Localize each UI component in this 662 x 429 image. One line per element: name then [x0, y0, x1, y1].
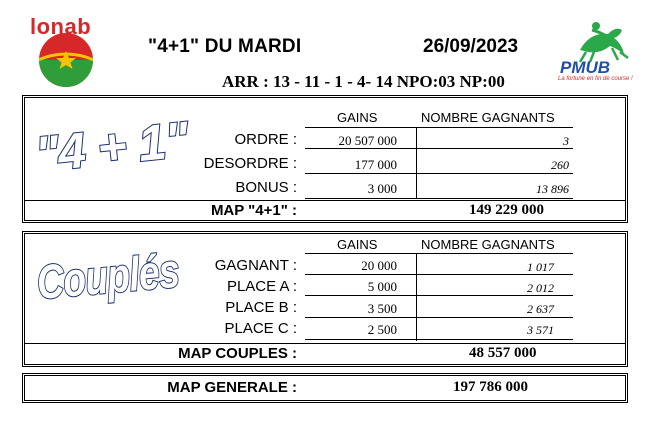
gain-place-b: 3 500 — [367, 301, 397, 316]
nombre-place-a: 2 012 — [527, 281, 554, 295]
badge-4plus1: "4 + 1" — [32, 111, 191, 183]
col-gains-header: GAINS — [337, 110, 378, 125]
arrival-line: ARR : 13 - 11 - 1 - 4- 14 NPO:03 NP:00 — [222, 72, 505, 91]
gain-desordre: 177 000 — [354, 157, 397, 172]
gain-ordre: 20 507 000 — [338, 133, 397, 148]
nombre-bonus: 13 896 — [536, 182, 569, 196]
badge-couples: Couplés — [34, 244, 182, 310]
pmub-slogan: La fortune en fin de course ! — [558, 76, 633, 82]
lonab-logo-text: lonab — [30, 14, 92, 39]
map-generale-label: MAP GENERALE : — [167, 379, 297, 396]
gain-gagnant: 20 000 — [361, 258, 397, 273]
row-label-gagnant: GAGNANT : — [214, 257, 297, 274]
jockey-horse-icon — [550, 14, 642, 64]
nombre-place-c: 3 571 — [527, 323, 554, 337]
nombre-gagnant: 1 017 — [527, 260, 554, 274]
map-couples-value: 48 557 000 — [469, 345, 537, 361]
col-nombre-header-2: NOMBRE GAGNANTS — [421, 237, 555, 252]
gain-place-a: 5 000 — [367, 279, 397, 294]
section-map-generale — [22, 373, 628, 403]
section-4plus1 — [22, 95, 628, 223]
col-nombre-header: NOMBRE GAGNANTS — [421, 110, 555, 125]
lonab-logo — [24, 10, 108, 88]
row-label-place-c: PLACE C : — [224, 320, 297, 337]
nombre-desordre: 260 — [551, 158, 569, 172]
race-date: 26/09/2023 — [423, 36, 519, 57]
nombre-place-b: 2 637 — [527, 302, 554, 316]
pmub-logo — [550, 14, 642, 86]
row-label-place-b: PLACE B : — [225, 299, 297, 316]
page-title: "4+1" DU MARDI — [148, 36, 302, 57]
section-couples — [22, 231, 628, 367]
row-label-place-a: PLACE A : — [226, 278, 297, 295]
map-couples-label: MAP COUPLES : — [178, 345, 297, 362]
map-4plus1-label: MAP "4+1" : — [210, 202, 297, 219]
row-label-ordre: ORDRE : — [234, 131, 297, 148]
gain-place-c: 2 500 — [367, 322, 397, 337]
col-gains-header-2: GAINS — [337, 237, 378, 252]
pmub-logo-text: PMUB — [560, 58, 611, 77]
map-4plus1-value: 149 229 000 — [469, 202, 544, 218]
map-generale-value: 197 786 000 — [453, 379, 528, 395]
row-label-desordre: DESORDRE : — [203, 155, 297, 172]
gain-bonus: 3 000 — [367, 181, 397, 196]
nombre-ordre: 3 — [563, 134, 569, 148]
row-label-bonus: BONUS : — [235, 179, 297, 196]
